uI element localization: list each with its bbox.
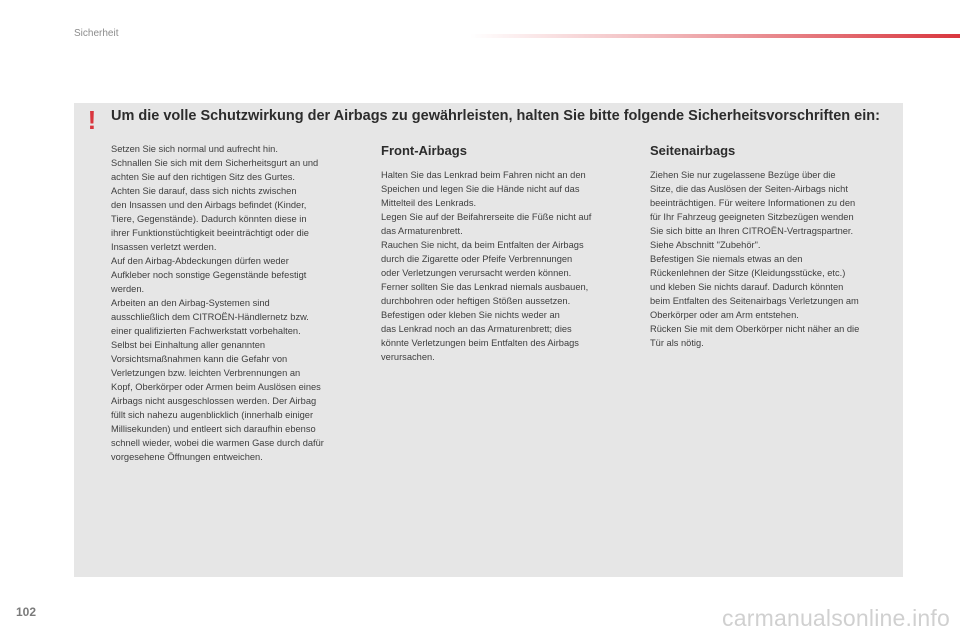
text-line: Airbags nicht ausgeschlossen werden. Der Airbag xyxy=(111,396,317,406)
section-header: Sicherheit xyxy=(74,28,119,39)
text-line: Legen Sie auf der Beifahrerseite die Füße nicht auf xyxy=(381,212,592,222)
text-line: Sie sich bitte an Ihren CITROËN-Vertragspartner. xyxy=(650,226,854,236)
text-line: durch die Zigarette oder Pfeife Verbrennungen xyxy=(381,254,573,264)
column-side-airbags xyxy=(650,142,900,350)
text-line: Kopf, Oberkörper oder Armen beim Auslösen eines xyxy=(111,382,321,392)
text-line: Oberkörper oder am Arm entstehen. xyxy=(650,310,799,320)
text-line: durchbohren oder heftigen Stößen aussetzen. xyxy=(381,296,571,306)
text-line: das Lenkrad noch an das Armaturenbrett; dies xyxy=(381,324,572,334)
text-line: Rücken Sie mit dem Oberkörper nicht näher an die xyxy=(650,324,860,334)
general-text xyxy=(111,142,361,464)
text-line: Arbeiten an den Airbag-Systemen sind xyxy=(111,298,270,308)
panel-title: Um die volle Schutzwirkung der Airbags zu gewährleisten, halten Sie bitte folgende Sicherheitsvorschriften ein: xyxy=(111,108,880,124)
text-line: Insassen verletzt werden. xyxy=(111,242,217,252)
text-line: Ferner sollten Sie das Lenkrad niemals ausbauen, xyxy=(381,282,589,292)
text-line: Befestigen Sie niemals etwas an den xyxy=(650,254,803,264)
text-line: Tür als nötig. xyxy=(650,338,704,348)
text-line: Rückenlehnen der Sitze (Kleidungsstücke, etc.) xyxy=(650,268,846,278)
text-line: Ziehen Sie nur zugelassene Bezüge über die xyxy=(650,170,836,180)
text-line: Auf den Airbag-Abdeckungen dürfen weder xyxy=(111,256,289,266)
text-line: den Insassen und den Airbags befindet (Kinder, xyxy=(111,200,307,210)
text-line: Mittelteil des Lenkrads. xyxy=(381,198,477,208)
text-line: und kleben Sie nichts darauf. Dadurch könnten xyxy=(650,282,844,292)
text-line: Tiere, Gegenstände). Dadurch könnten diese in xyxy=(111,214,307,224)
column-general xyxy=(111,142,361,464)
front-airbags-heading: Front-Airbags xyxy=(381,143,467,158)
text-line: oder Verletzungen verursacht werden können. xyxy=(381,268,572,278)
text-line: Halten Sie das Lenkrad beim Fahren nicht an den xyxy=(381,170,586,180)
text-line: Sitze, die das Auslösen der Seiten-Airbags nicht xyxy=(650,184,848,194)
watermark: carmanualsonline.info xyxy=(722,605,950,631)
text-line: Befestigen oder kleben Sie nichts weder an xyxy=(381,310,560,320)
text-line: verursachen. xyxy=(381,352,435,362)
text-line: Rauchen Sie nicht, da beim Entfalten der Airbags xyxy=(381,240,584,250)
exclamation-icon: ! xyxy=(87,105,97,135)
text-line: Verletzungen bzw. leichten Verbrennungen an xyxy=(111,368,301,378)
text-line: Achten Sie darauf, dass sich nichts zwischen xyxy=(111,186,297,196)
text-line: schnell wieder, wobei die warmen Gase durch dafür xyxy=(111,438,324,448)
page-number: 102 xyxy=(16,605,37,619)
text-line: füllt sich nahezu augenblicklich (innerhalb einiger xyxy=(111,410,314,420)
text-line: ihrer Funktionstüchtigkeit beeinträchtigt oder die xyxy=(111,228,309,238)
text-line: für Ihr Fahrzeug geeigneten Sitzbezügen wenden xyxy=(650,212,854,222)
text-line: beeinträchtigen. Für weitere Informationen zu den xyxy=(650,198,856,208)
text-line: könnte Verletzungen beim Entfalten des Airbags xyxy=(381,338,579,348)
side-airbags-heading: Seitenairbags xyxy=(650,143,736,158)
text-line: das Armaturenbrett. xyxy=(381,226,463,236)
text-line: achten Sie auf den richtigen Sitz des Gurtes. xyxy=(111,172,295,182)
text-line: werden. xyxy=(111,284,145,294)
text-line: einer qualifizierten Fachwerkstatt vorbehalten. xyxy=(111,326,301,336)
side-airbags-text xyxy=(650,168,900,350)
text-line: Schnallen Sie sich mit dem Sicherheitsgurt an und xyxy=(111,158,319,168)
front-airbags-text xyxy=(381,168,631,364)
header-accent-bar xyxy=(470,34,960,38)
text-line: Selbst bei Einhaltung aller genannten xyxy=(111,340,266,350)
text-line: Aufkleber noch sonstige Gegenstände befestigt xyxy=(111,270,307,280)
text-line: Millisekunden) und entleert sich daraufhin ebenso xyxy=(111,424,316,434)
text-line: ausschließlich dem CITROËN-Händlernetz bzw. xyxy=(111,312,309,322)
column-front-airbags xyxy=(381,142,631,364)
text-line: vorgesehene Öffnungen entweichen. xyxy=(111,452,263,462)
text-line: Setzen Sie sich normal und aufrecht hin. xyxy=(111,144,278,154)
text-line: beim Entfalten des Seitenairbags Verletzungen am xyxy=(650,296,859,306)
text-line: Vorsichtsmaßnahmen kann die Gefahr von xyxy=(111,354,288,364)
text-line: Siehe Abschnitt "Zubehör". xyxy=(650,240,761,250)
text-line: Speichen und legen Sie die Hände nicht auf das xyxy=(381,184,580,194)
